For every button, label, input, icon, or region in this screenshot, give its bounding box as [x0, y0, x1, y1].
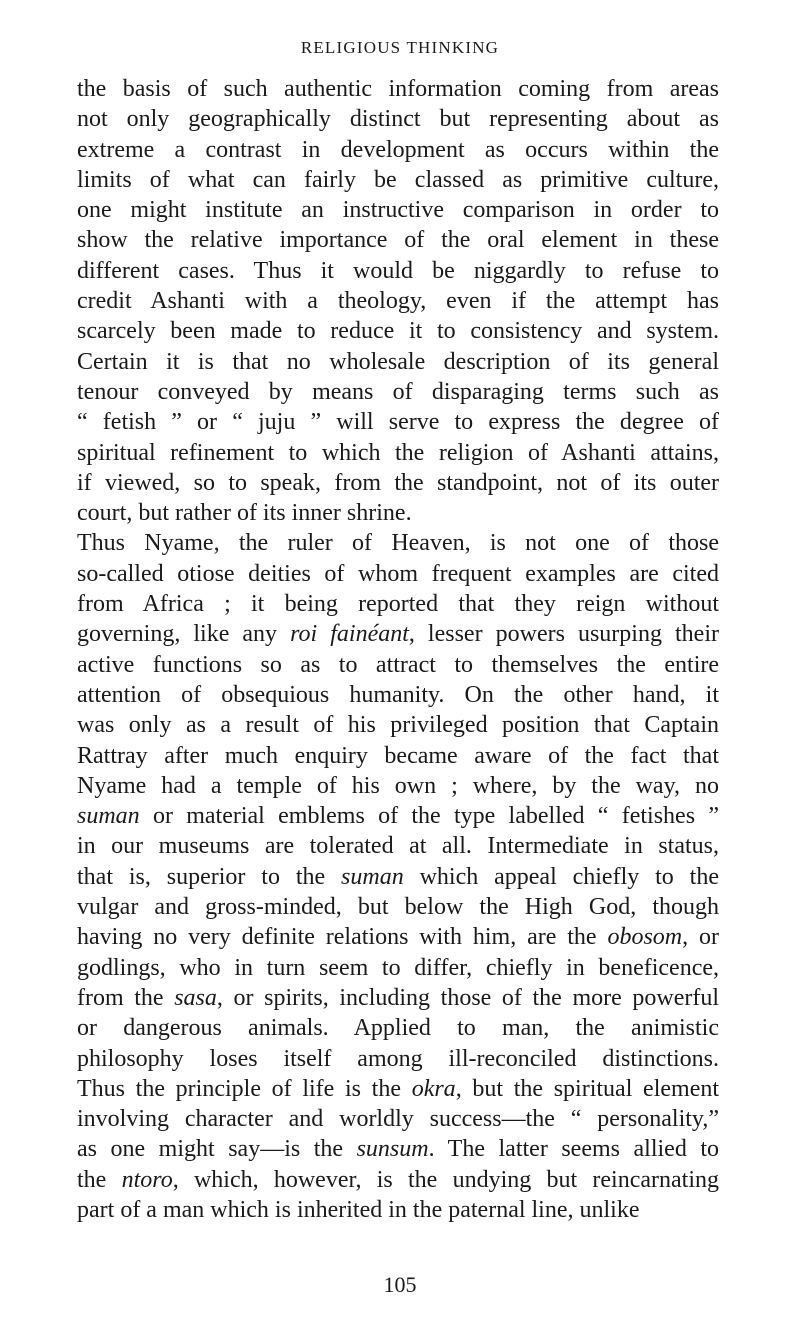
- text-line: if viewed, so to speak, from the standpoint, not of its outer: [77, 469, 719, 496]
- text-line: attention of obsequious humanity. On the other hand, it: [77, 681, 719, 708]
- text-line: “ fetish ” or “ juju ” will serve to express the degree of: [77, 409, 719, 436]
- text-line: credit Ashanti with a theology, even if the attempt has: [77, 288, 719, 315]
- text-line: spiritual refinement to which the religion of Ashanti attains,: [77, 439, 719, 466]
- text-line: from the sasa, or spirits, including those of the more powerful: [77, 984, 719, 1011]
- text-line: suman or material emblems of the type labelled “ fetishes ”: [77, 803, 719, 830]
- text-line: limits of what can fairly be classed as primitive culture,: [77, 166, 719, 193]
- italic-term: obosom: [607, 924, 683, 951]
- text-line: one might institute an instructive comparison in order to: [77, 197, 719, 224]
- italic-term: sunsum: [356, 1136, 429, 1163]
- text-line: Rattray after much enquiry became aware of the fact that: [77, 742, 719, 769]
- text-line: from Africa ; it being reported that they reign without: [77, 591, 719, 618]
- text-line: tenour conveyed by means of disparaging terms such as: [77, 378, 719, 405]
- text-line: scarcely been made to reduce it to consistency and system.: [77, 318, 719, 345]
- text-line: governing, like any roi fainéant, lesser powers usurping their: [77, 621, 719, 648]
- text-line: that is, superior to the suman which appeal chiefly to the: [77, 863, 719, 890]
- italic-term: roi fainéant: [290, 621, 409, 648]
- text-line: the basis of such authentic information coming from areas: [77, 76, 719, 102]
- running-head: RELIGIOUS THINKING: [300, 38, 500, 57]
- text-line: was only as a result of his privileged position that Captain: [77, 712, 719, 739]
- text-line: part of a man which is inherited in the paternal line, unlike: [77, 1196, 640, 1223]
- text-line: Certain it is that no wholesale description of its general: [77, 348, 719, 375]
- text-line: or dangerous animals. Applied to man, the animistic: [77, 1015, 719, 1042]
- italic-term: ntoro: [121, 1166, 173, 1193]
- text-line: court, but rather of its inner shrine.: [77, 500, 412, 527]
- text-line: not only geographically distinct but representing about as: [77, 106, 719, 133]
- text-line: having no very definite relations with him, are the obosom, or: [77, 924, 719, 951]
- text-line: vulgar and gross-minded, but below the High God, though: [77, 894, 719, 921]
- text-line: Nyame had a temple of his own ; where, by the way, no: [77, 772, 719, 799]
- text-line: Thus the principle of life is the okra, but the spiritual element: [77, 1075, 720, 1102]
- text-line: philosophy loses itself among ill-reconciled distinctions.: [77, 1045, 719, 1072]
- italic-term: suman: [77, 803, 140, 830]
- text-line: in our museums are tolerated at all. Intermediate in status,: [77, 833, 719, 860]
- text-line: godlings, who in turn seem to differ, chiefly in beneficence,: [77, 954, 719, 981]
- italic-term: okra: [411, 1075, 456, 1102]
- body-text: [77, 74, 719, 1225]
- text-line: Thus Nyame, the ruler of Heaven, is not one of those: [77, 530, 719, 557]
- page-number: 105: [383, 1272, 417, 1297]
- text-line: the ntoro, which, however, is the undying but reincarnating: [77, 1166, 719, 1193]
- text-line: show the relative importance of the oral element in these: [77, 227, 719, 254]
- text-line: different cases. Thus it would be niggardly to refuse to: [77, 257, 719, 284]
- text-line: extreme a contrast in development as occurs within the: [77, 136, 719, 163]
- text-line: active functions so as to attract to themselves the entire: [77, 651, 719, 678]
- italic-term: suman: [341, 863, 404, 890]
- italic-term: sasa: [174, 984, 217, 1011]
- text-line: involving character and worldly success—the “ personality,”: [77, 1106, 719, 1133]
- text-line: as one might say—is the sunsum. The latter seems allied to: [77, 1136, 720, 1163]
- text-line: so-called otiose deities of whom frequent examples are cited: [77, 560, 719, 587]
